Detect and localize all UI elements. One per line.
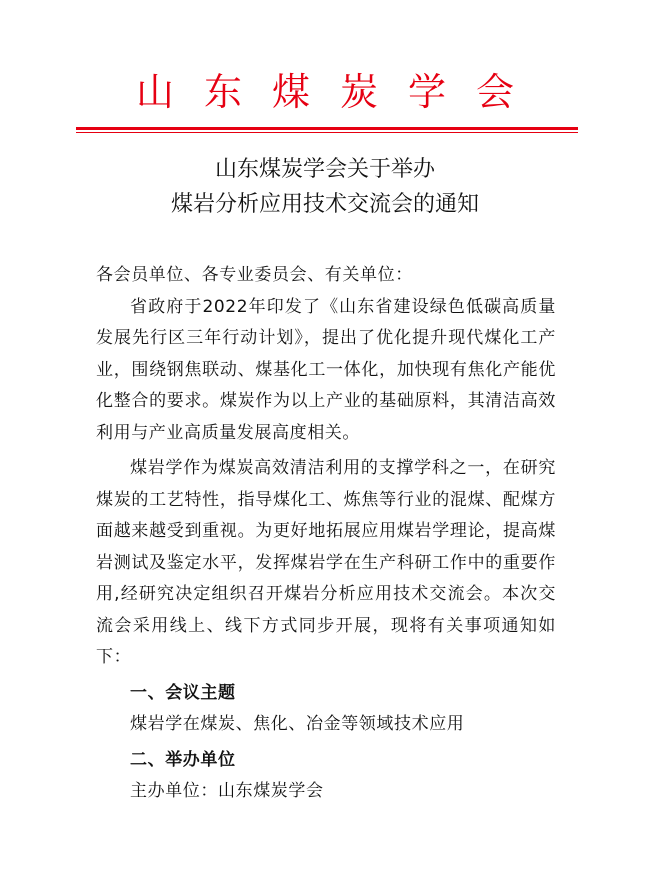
letterhead-org-name: 山东煤炭学会 xyxy=(135,70,544,114)
document-title-line-1: 山东煤炭学会关于举办 xyxy=(214,157,435,182)
paragraph-1: 省政府于2022年印发了《山东省建设绿色低碳高质量发展先行区三年行动计划》，提出了优化提升现代煤化工产业，围绕钢焦联动、煤基化工一体化，加快现有焦化产能优化整合的要求。煤炭作为以上产业的基础原料，其清洁高效利用与产业高质量发展高度相关。 xyxy=(96,296,556,443)
section-1-heading: 一、会议主题 xyxy=(130,682,236,703)
document-title-line-2: 煤岩分析应用技术交流会的通知 xyxy=(170,192,479,217)
section-1-text: 煤岩学在煤炭、焦化、冶金等领域技术应用 xyxy=(130,714,465,734)
document-body xyxy=(96,260,556,808)
section-2-heading: 二、举办单位 xyxy=(130,749,236,770)
salutation: 各会员单位、各专业委员会、有关单位： xyxy=(96,265,413,285)
section-2-text: 主办单位：山东煤炭学会 xyxy=(130,781,324,801)
paragraph-2: 煤岩学作为煤炭高效清洁利用的支撑学科之一，在研究煤炭的工艺特性，指导煤化工、炼焦等行业的混煤、配煤方面越来越受到重视。为更好地拓展应用煤岩学理论，提高煤岩测试及鉴定水平，发挥煤岩学在生产科研工作中的重要作用,经研究决定组织召开煤岩分析应用技术交流会。本次交流会采用线上、线下方式同步开展，现将有关事项通知如下： xyxy=(96,458,556,667)
letterhead-rule-thin xyxy=(76,132,578,133)
letterhead-rule-thick xyxy=(76,127,578,130)
